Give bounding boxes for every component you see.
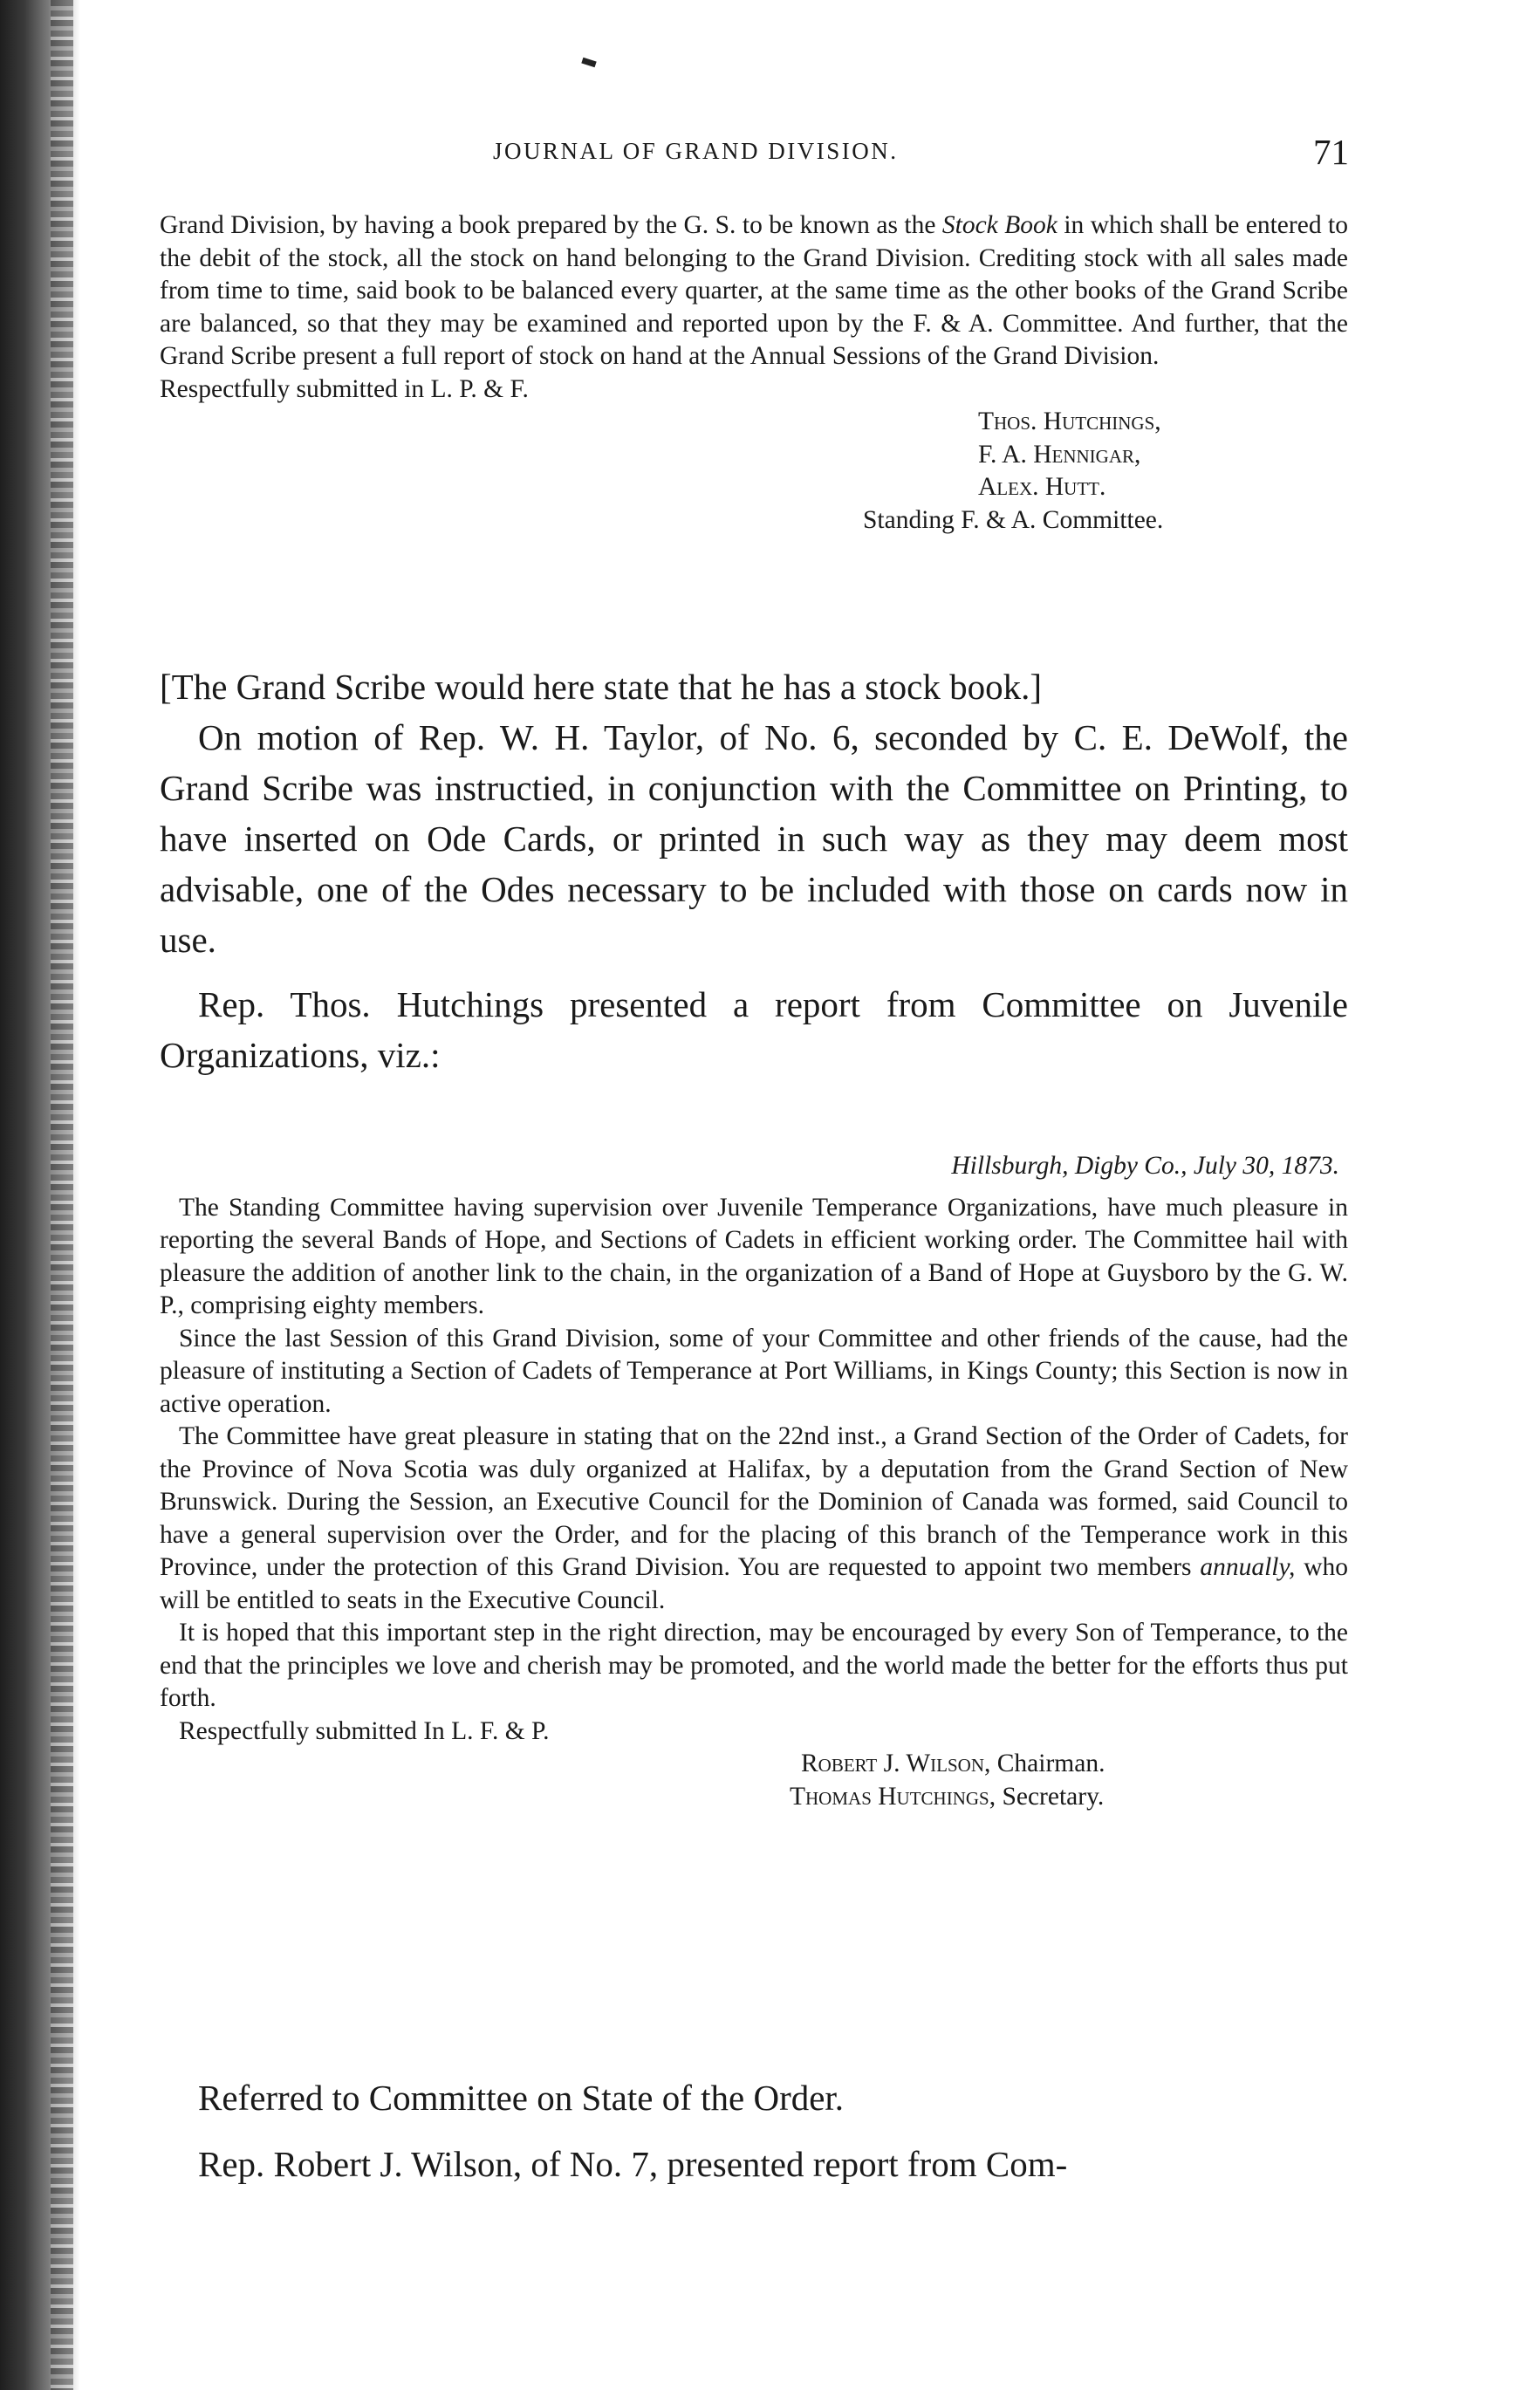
juvenile-paragraph-2: Since the last Session of this Grand Division, some of your Committee and other friends of the cause, had the pleasure of instituting a Section of Cadets of Temperance at Port Williams, in Kings County; this Section is now in active operation.: [160, 1324, 1348, 1418]
juvenile-paragraph-1: The Standing Committee having supervision over Juvenile Temperance Organizations, have much pleasure in reporting the several Bands of Hope, and Sections of Cadets in efficient working order. The Committee hail with pleasure the addition of another link to the chain, in the organization of a Band of Hope at Guysboro by the G. W. P., comprising eighty members.: [160, 1193, 1348, 1319]
running-title: JOURNAL OF GRAND DIVISION.: [493, 138, 899, 164]
chairman-signature: Robert J. Wilson, Chairman.: [801, 1750, 1105, 1777]
report-intro: Rep. Thos. Hutchings presented a report from Committee on Juvenile Organizations, viz.:: [160, 984, 1348, 1075]
print-mark: [581, 58, 596, 68]
dateline: Hillsburgh, Digby Co., July 30, 1873.: [951, 1152, 1339, 1180]
signer-hutt: Alex. Hutt.: [978, 473, 1106, 501]
stock-book-report: [160, 209, 1348, 537]
stock-book-paragraph: Grand Division, by having a book prepared by the G. S. to be known as the Stock Book in which shall be entered to the debit of the stock, all the stock on hand belonging to the Grand Division. Crediting stock with all sales made from time to time, said book to be balanced every quarter, at the same time as the other books of the Grand Scribe are balanced, so that they may be examined and reported upon by the F. & A. Committee. And further, that the Grand Scribe present a full report of stock on hand at the Annual Sessions of the Grand Division.: [160, 211, 1348, 370]
page-header: [0, 131, 1540, 175]
referred-line: Referred to Committee on State of the Order.: [198, 2078, 845, 2118]
minutes-closing: [160, 2072, 1348, 2189]
submitted-line: Respectfully submitted in L. P. & F.: [160, 374, 529, 403]
juvenile-paragraph-4: It is hoped that this important step in the right direction, may be encouraged by every Son of Temperance, to the end that the principles we love and cherish may be promoted, and the world made the better for the efforts thus put forth.: [160, 1619, 1348, 1712]
committee-name: Standing F. & A. Committee.: [863, 505, 1164, 534]
secretary-signature: Thomas Hutchings, Secretary.: [790, 1782, 1105, 1811]
stock-book-term: Stock Book: [941, 211, 1057, 239]
juvenile-submitted-line: Respectfully submitted In L. F. & P.: [179, 1716, 550, 1745]
juvenile-paragraph-3: The Committee have great pleasure in stating that on the 22nd inst., a Grand Section of the Order of Cadets, for the Province of Nova Scotia was duly organized at Halifax, by a deputation from the Grand Section of New Brunswick. During the Session, an Executive Council for the Dominion of Canada was formed, said Council to have a general supervision over the Order, and for the placing of this branch of the Temperance work in this Province, under the protection of this Grand Division. You are requested to appoint two members annually, who will be entitled to seats in the Executive Council.: [160, 1422, 1348, 1614]
signer-hutchings: Thos. Hutchings,: [978, 407, 1161, 435]
motion-paragraph: On motion of Rep. W. H. Taylor, of No. 6, seconded by C. E. DeWolf, the Grand Scribe was instructied, in conjunction with the Committee on Printing, to have inserted on Ode Cards, or printed in such way as they may deem most advisable, one of the Odes necessary to be included with those on cards now in use.: [160, 717, 1348, 960]
committee-signatures: [160, 406, 1348, 537]
wilson-report-line: Rep. Robert J. Wilson, of No. 7, presented report from Com-: [198, 2144, 1068, 2184]
scribe-note: [The Grand Scribe would here state that he has a stock book.]: [160, 667, 1043, 707]
annually-term: annually,: [1200, 1553, 1296, 1581]
minutes-large: [160, 661, 1348, 1080]
juvenile-report: [160, 1150, 1348, 1813]
page-binding-edge: [51, 0, 73, 2390]
page-number: 71: [1313, 132, 1349, 172]
signer-hennigar: F. A. Hennigar,: [978, 440, 1141, 469]
